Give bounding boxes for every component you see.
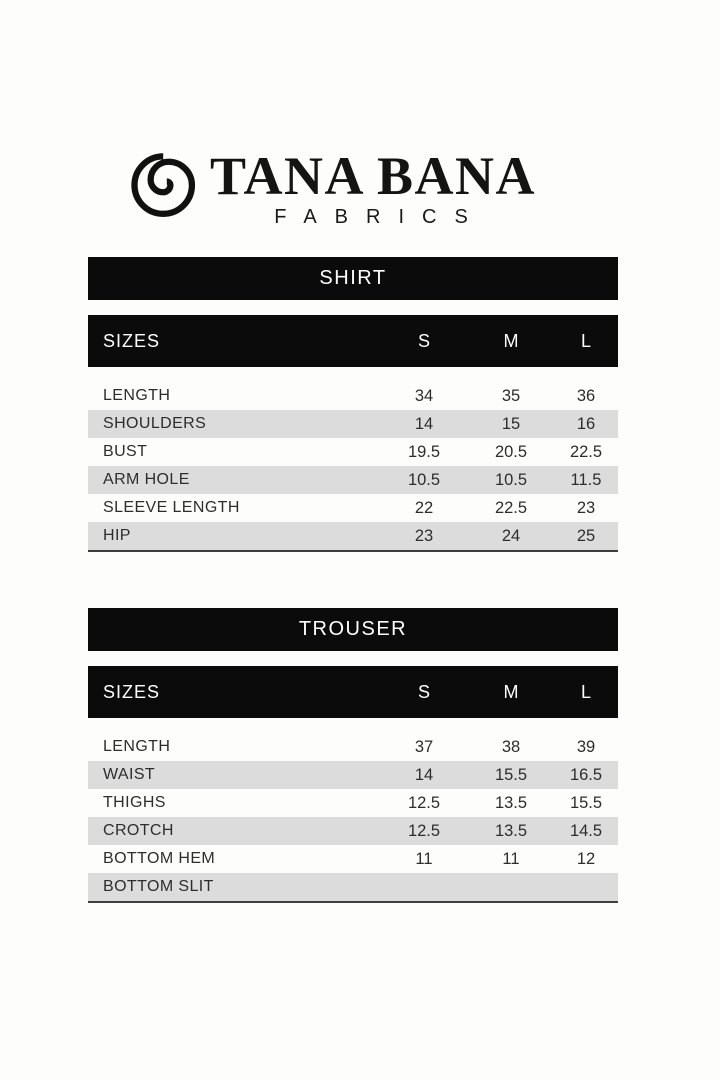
measurement-label: ARM HOLE [103, 471, 190, 488]
size-column-s: S [417, 681, 430, 702]
size-value-s: 14 [414, 765, 434, 784]
size-value-m: 11 [502, 849, 520, 868]
sizes-label: SIZES [103, 330, 161, 351]
measurement-label: BOTTOM SLIT [103, 878, 214, 895]
size-value-m: 20.5 [494, 442, 528, 461]
table-row [88, 382, 618, 410]
table-row [88, 466, 618, 494]
size-value-m: 15 [501, 414, 521, 433]
brand-name: TANA BANA [210, 146, 537, 206]
size-value-l: 36 [576, 386, 596, 405]
size-value-l: 11.5 [570, 470, 602, 489]
shirt-title-bar: SHIRT [88, 257, 618, 300]
size-value-l: 39 [576, 737, 596, 756]
trouser-title-bar: TROUSER [88, 608, 618, 651]
spiral-icon [130, 150, 200, 222]
size-value-m: 35 [501, 386, 521, 405]
size-value-l: 14.5 [569, 821, 603, 840]
measurement-label: WAIST [103, 766, 156, 783]
table-row [88, 410, 618, 438]
size-value-s: 12.5 [407, 821, 441, 840]
size-value-m: 38 [501, 737, 521, 756]
trouser-section [88, 608, 618, 903]
size-value-l: 22.5 [569, 442, 603, 461]
size-value-m: 15.5 [494, 765, 528, 784]
trouser-table-body [88, 733, 618, 903]
size-value-s: 23 [414, 526, 434, 545]
size-value-s: 19.5 [407, 442, 441, 461]
table-row [88, 438, 618, 466]
size-column-m: M [503, 330, 519, 351]
brand-wordmark [210, 148, 536, 229]
table-row [88, 873, 618, 901]
size-value-s: 12.5 [407, 793, 441, 812]
table-row [88, 845, 618, 873]
measurement-label: LENGTH [103, 387, 171, 404]
table-row [88, 761, 618, 789]
table-row [88, 494, 618, 522]
size-value-l: 16 [576, 414, 596, 433]
sizes-label: SIZES [103, 681, 161, 702]
size-value-s: 10.5 [407, 470, 441, 489]
size-value-m: 22.5 [494, 498, 528, 517]
measurement-label: LENGTH [103, 738, 171, 755]
size-value-m: 13.5 [494, 793, 528, 812]
brand-subtitle: FABRICS [274, 206, 486, 228]
size-column-s: S [417, 330, 430, 351]
size-column-m: M [503, 681, 519, 702]
size-value-s: 14 [414, 414, 434, 433]
size-value-s: 11 [415, 849, 433, 868]
measurement-label: SHOULDERS [103, 415, 207, 432]
size-value-m: 24 [501, 526, 521, 545]
size-value-m: 10.5 [494, 470, 528, 489]
size-value-m: 13.5 [494, 821, 528, 840]
size-value-s: 37 [414, 737, 434, 756]
measurement-label: CROTCH [103, 822, 174, 839]
size-column-l: L [580, 681, 591, 702]
table-row [88, 817, 618, 845]
table-row [88, 733, 618, 761]
trouser-sizes-header [88, 666, 618, 718]
measurement-label: BOTTOM HEM [103, 850, 216, 867]
table-row [88, 522, 618, 550]
table-row [88, 789, 618, 817]
size-value-l: 15.5 [569, 793, 603, 812]
size-value-l: 23 [576, 498, 596, 517]
measurement-label: SLEEVE LENGTH [103, 499, 240, 516]
size-value-l: 25 [576, 526, 596, 545]
size-value-s: 22 [414, 498, 434, 517]
shirt-section [88, 257, 618, 552]
shirt-sizes-header [88, 315, 618, 367]
size-value-l: 12 [576, 849, 596, 868]
shirt-table-body [88, 382, 618, 552]
measurement-label: HIP [103, 527, 131, 544]
size-value-l: 16.5 [569, 765, 603, 784]
measurement-label: BUST [103, 443, 148, 460]
brand-logo [0, 0, 720, 229]
measurement-label: THIGHS [103, 794, 166, 811]
size-column-l: L [580, 330, 591, 351]
size-value-s: 34 [414, 386, 434, 405]
